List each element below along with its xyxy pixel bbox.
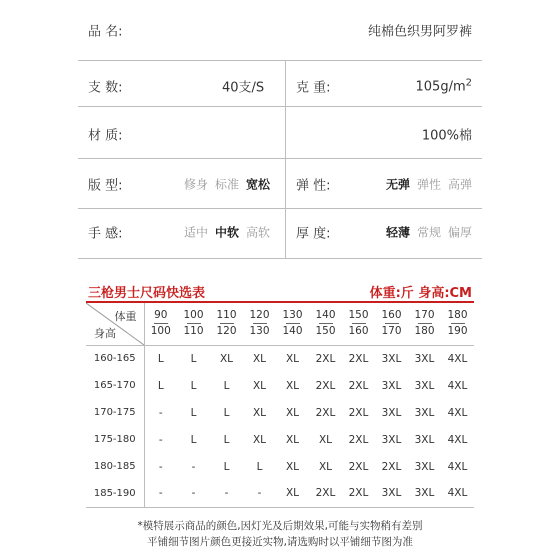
- weight-value: [416, 77, 472, 94]
- weight-value-text: 105g/m: [415, 79, 466, 95]
- weight-unit-exponent: 2: [465, 77, 472, 89]
- size-cell: 2XL: [381, 460, 402, 473]
- size-cell: XL: [285, 460, 300, 473]
- weight-range-high: 190: [447, 325, 468, 338]
- material-label: 材 质:: [88, 128, 123, 144]
- weight-range-6: [342, 303, 375, 345]
- size-cell: 3XL: [381, 433, 402, 446]
- weight-range-high: 170: [381, 325, 402, 338]
- spec-table: [0, 0, 560, 262]
- spec-row-material: [0, 108, 560, 160]
- weight-range-low: 180: [447, 309, 468, 322]
- thickness-options: [386, 224, 472, 241]
- size-cell: L: [223, 406, 230, 419]
- size-cell: XL: [252, 379, 267, 392]
- size-cell: 3XL: [408, 480, 441, 507]
- size-cell: L: [157, 352, 164, 365]
- size-cell: 4XL: [447, 460, 468, 473]
- size-cell: XL: [219, 352, 234, 365]
- weight-label: 克 重:: [296, 80, 331, 96]
- height-range: 160-165: [86, 345, 144, 372]
- size-chart-units: 体重:斤 身高:CM: [369, 286, 472, 301]
- weight-range-low: 160: [381, 309, 402, 322]
- table-row: [86, 399, 474, 426]
- thickness-label: 厚 度:: [296, 226, 331, 242]
- fit-options: [184, 176, 270, 193]
- note-line-1: *模特展示商品的颜色,因灯光及后期效果,可能与实物稍有差别: [137, 520, 423, 532]
- height-header: 身高: [94, 326, 116, 340]
- size-cell: -: [158, 406, 163, 419]
- size-cell: XL: [285, 352, 300, 365]
- size-cell: -: [243, 480, 276, 507]
- range-separator: [187, 323, 201, 324]
- fit-option-0: 修身: [183, 177, 208, 192]
- size-chart-table: [86, 303, 474, 508]
- size-cell: L: [190, 433, 197, 446]
- spec-row-name: [0, 4, 560, 56]
- size-cell: XL: [285, 406, 300, 419]
- weight-range-high: 120: [216, 325, 237, 338]
- weight-range-low: 90: [154, 309, 168, 322]
- name-label: 品 名:: [88, 24, 123, 40]
- height-range: 165-170: [86, 372, 144, 399]
- weight-range-5: [309, 303, 342, 345]
- weight-range-high: 100: [150, 325, 171, 338]
- size-cell: 2XL: [342, 480, 375, 507]
- size-cell: 2XL: [348, 433, 369, 446]
- divider: [78, 106, 482, 107]
- size-cell: -: [177, 480, 210, 507]
- size-cell: L: [223, 379, 230, 392]
- weight-range-high: 160: [348, 325, 369, 338]
- size-cell: -: [158, 433, 163, 446]
- size-chart-corner-cell: [86, 303, 144, 345]
- fit-option-1: 标准: [214, 177, 239, 192]
- size-cell: -: [158, 460, 163, 473]
- table-row: [86, 426, 474, 453]
- weight-range-high: 140: [282, 325, 303, 338]
- spec-row-count-weight: [0, 60, 560, 112]
- elastic-option-2: 高弹: [447, 177, 472, 192]
- size-cell: 4XL: [447, 352, 468, 365]
- size-cell: 4XL: [441, 480, 474, 507]
- weight-range-high: 150: [315, 325, 336, 338]
- size-cell: 2XL: [348, 379, 369, 392]
- weight-range-4: [276, 303, 309, 345]
- count-value: 40支/S: [222, 80, 265, 96]
- fit-label: 版 型:: [88, 178, 123, 194]
- size-cell: XL: [318, 460, 333, 473]
- weight-range-high: 130: [249, 325, 270, 338]
- weight-header: 体重: [114, 310, 137, 323]
- weight-range-3: [243, 303, 276, 345]
- size-cell: 3XL: [414, 460, 435, 473]
- size-cell: 2XL: [315, 406, 336, 419]
- material-value: 100%棉: [421, 128, 472, 144]
- range-separator: [286, 323, 300, 324]
- weight-range-low: 110: [216, 309, 237, 322]
- range-separator: [352, 323, 366, 324]
- size-cell: L: [223, 433, 230, 446]
- thickness-option-2: 偏厚: [447, 225, 472, 240]
- weight-range-high: 180: [414, 325, 435, 338]
- elastic-option-0: 无弹: [385, 177, 410, 192]
- thickness-option-1: 常规: [416, 225, 441, 240]
- size-cell: -: [144, 480, 177, 507]
- weight-range-9: [441, 303, 474, 345]
- size-chart-header-row: [86, 303, 474, 345]
- range-separator: [253, 323, 267, 324]
- column-divider: [285, 60, 286, 258]
- size-cell: 3XL: [381, 352, 402, 365]
- size-cell: 2XL: [309, 480, 342, 507]
- height-range: 170-175: [86, 399, 144, 426]
- weight-range-0: [144, 303, 177, 345]
- name-value: 纯棉色织男阿罗裤: [367, 24, 472, 40]
- note-line-2: 平铺细节图片颜色更接近实物,请选购时以平铺细节图为准: [147, 536, 413, 548]
- height-range: 175-180: [86, 426, 144, 453]
- feel-option-0: 适中: [183, 225, 208, 240]
- size-cell: 4XL: [447, 379, 468, 392]
- range-separator: [418, 323, 432, 324]
- range-separator: [220, 323, 234, 324]
- weight-range-low: 140: [315, 309, 336, 322]
- weight-range-2: [210, 303, 243, 345]
- size-cell: 2XL: [348, 352, 369, 365]
- size-cell: 2XL: [348, 460, 369, 473]
- size-cell: L: [157, 379, 164, 392]
- size-cell: XL: [318, 433, 333, 446]
- size-cell: XL: [276, 480, 309, 507]
- size-chart-title: 三枪男士尺码快选表: [88, 286, 206, 301]
- size-cell: L: [190, 379, 197, 392]
- height-range: 180-185: [86, 453, 144, 480]
- size-cell: 2XL: [315, 379, 336, 392]
- size-cell: XL: [285, 433, 300, 446]
- size-cell: L: [190, 352, 197, 365]
- size-cell: XL: [252, 433, 267, 446]
- size-cell: XL: [252, 406, 267, 419]
- elastic-label: 弹 性:: [296, 178, 331, 194]
- size-cell: 3XL: [414, 406, 435, 419]
- fit-option-2: 宽松: [245, 177, 270, 192]
- range-separator: [319, 323, 333, 324]
- size-cell: 3XL: [414, 433, 435, 446]
- elastic-option-1: 弹性: [416, 177, 441, 192]
- size-cell: -: [191, 460, 196, 473]
- size-cell: L: [223, 460, 230, 473]
- elastic-options: [386, 176, 472, 193]
- spec-row-fit-elastic: [0, 158, 560, 210]
- weight-range-low: 130: [282, 309, 303, 322]
- size-cell: 3XL: [375, 480, 408, 507]
- divider: [78, 258, 482, 259]
- size-cell: 3XL: [381, 406, 402, 419]
- feel-option-1: 中软: [214, 225, 239, 240]
- spec-row-feel-thickness: [0, 206, 560, 258]
- weight-range-high: 110: [183, 325, 204, 338]
- weight-range-1: [177, 303, 210, 345]
- size-cell: 4XL: [447, 433, 468, 446]
- size-cell: 3XL: [381, 379, 402, 392]
- size-cell: 2XL: [315, 352, 336, 365]
- range-separator: [154, 323, 168, 324]
- weight-range-low: 170: [414, 309, 435, 322]
- size-cell: 2XL: [348, 406, 369, 419]
- size-cell: XL: [285, 379, 300, 392]
- size-cell: 3XL: [414, 379, 435, 392]
- table-row: [86, 372, 474, 399]
- weight-range-low: 100: [183, 309, 204, 322]
- range-separator: [385, 323, 399, 324]
- size-cell: 4XL: [447, 406, 468, 419]
- weight-range-8: [408, 303, 441, 345]
- size-cell: -: [210, 480, 243, 507]
- size-cell: 3XL: [414, 352, 435, 365]
- table-row: [86, 453, 474, 480]
- feel-option-2: 高软: [245, 225, 270, 240]
- size-cell: L: [256, 460, 263, 473]
- size-cell: XL: [252, 352, 267, 365]
- weight-range-low: 150: [348, 309, 369, 322]
- thickness-option-0: 轻薄: [385, 225, 410, 240]
- feel-label: 手 感:: [88, 226, 123, 242]
- table-row: [86, 480, 474, 507]
- feel-options: [184, 224, 270, 241]
- weight-range-low: 120: [249, 309, 270, 322]
- height-range: 185-190: [86, 480, 144, 507]
- count-label: 支 数:: [88, 80, 123, 96]
- range-separator: [451, 323, 465, 324]
- size-cell: L: [190, 406, 197, 419]
- table-row: [86, 345, 474, 372]
- weight-range-7: [375, 303, 408, 345]
